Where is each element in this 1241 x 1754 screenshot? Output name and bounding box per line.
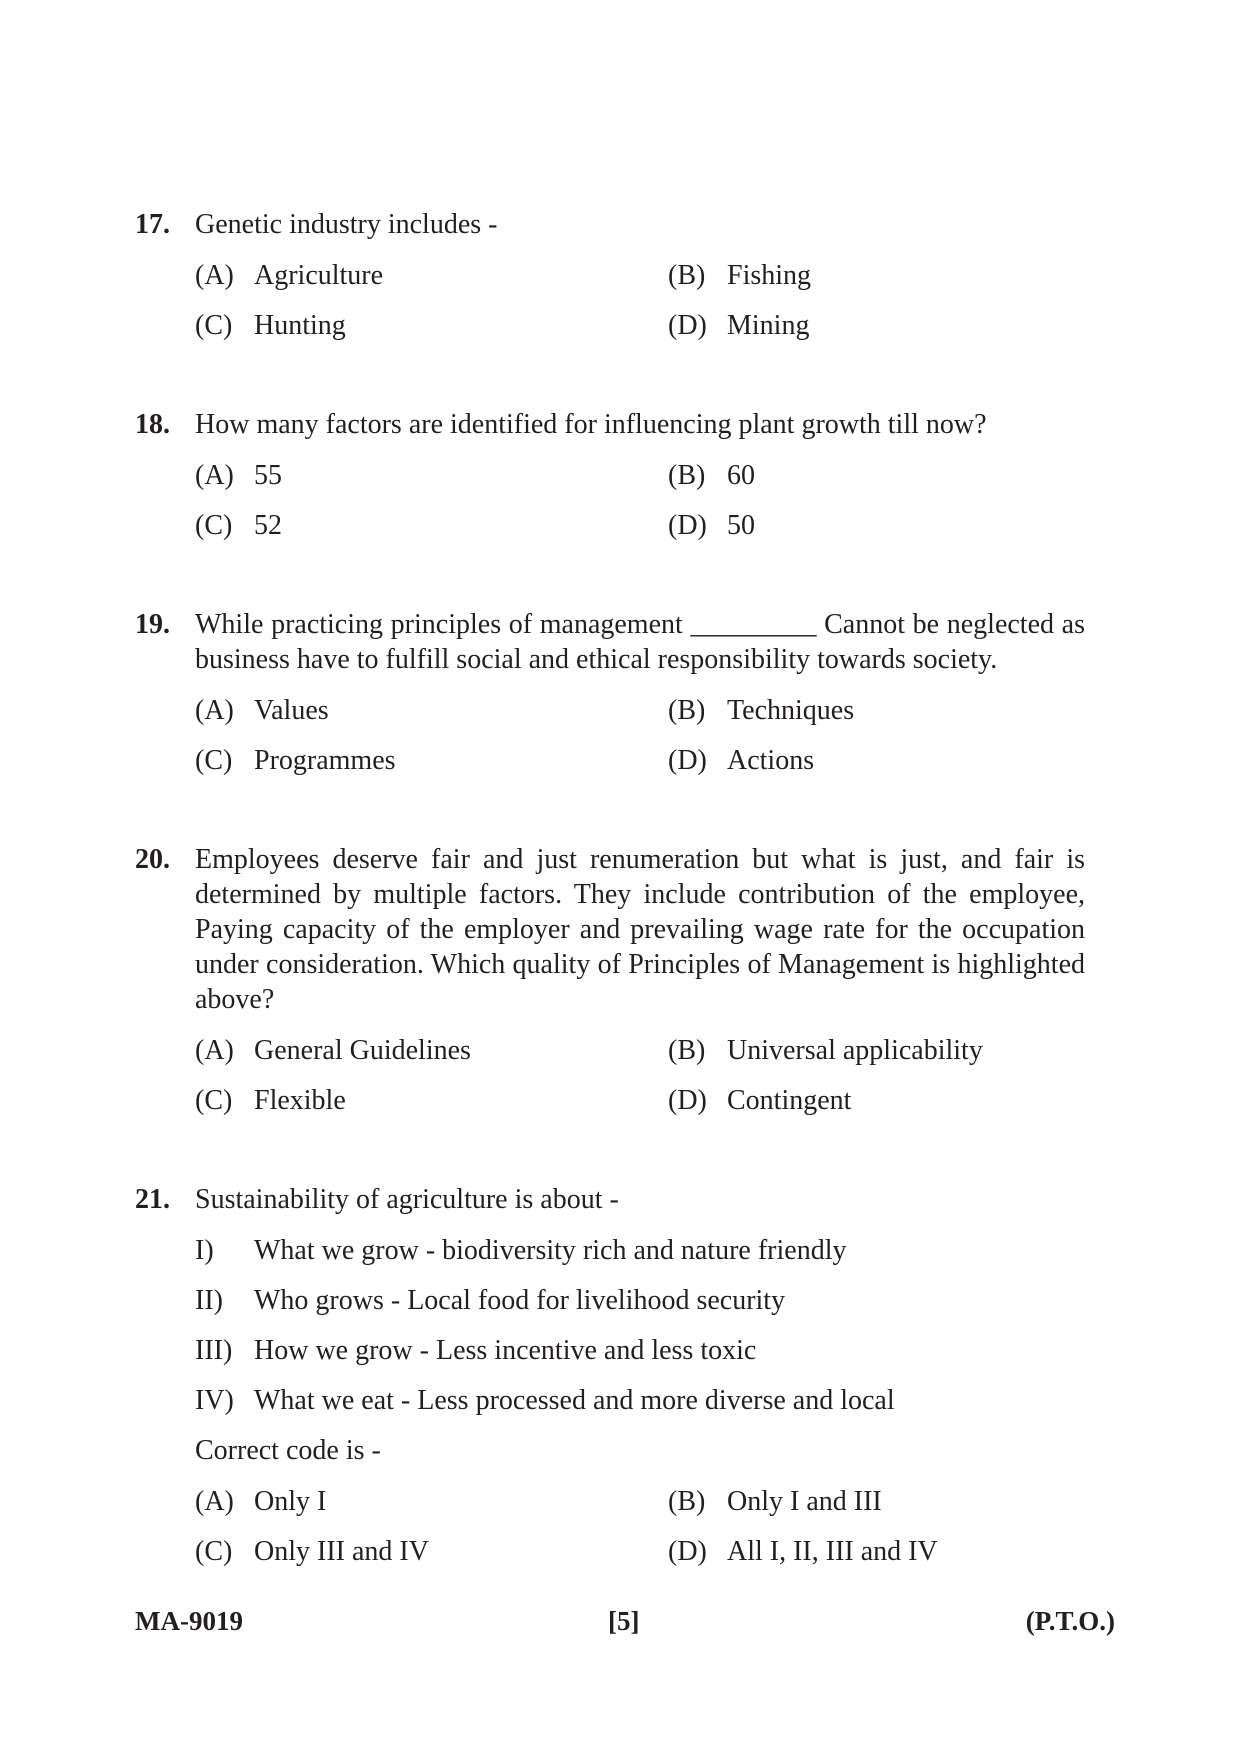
question-19: [135, 607, 1085, 778]
option-text: Hunting: [254, 310, 346, 341]
statement-i: [195, 1233, 1085, 1268]
question-number: 18.: [135, 409, 170, 440]
question-number: 21.: [135, 1184, 170, 1215]
question-17: [135, 207, 1085, 343]
option-b: [668, 1484, 1085, 1519]
option-text: Only I: [254, 1486, 327, 1517]
option-b: [668, 258, 1085, 293]
option-letter: (C): [195, 1536, 233, 1567]
option-text: Actions: [727, 745, 815, 776]
option-letter: (A): [195, 1035, 234, 1066]
option-letter: (C): [195, 510, 233, 541]
options-grid: [195, 1033, 1085, 1118]
paper-code: MA-9019: [135, 1606, 243, 1636]
option-a: [195, 1033, 668, 1068]
option-text: Agriculture: [254, 260, 384, 291]
option-letter: (D): [668, 745, 707, 776]
options-grid: [195, 693, 1085, 778]
option-text: Flexible: [254, 1085, 346, 1116]
option-a: [195, 458, 668, 493]
statement-list: [195, 1233, 1085, 1418]
option-text: Only III and IV: [254, 1536, 429, 1567]
question-number: 20.: [135, 844, 170, 875]
question-number: 17.: [135, 209, 170, 240]
question-stem: [135, 407, 1085, 442]
question-text: How many factors are identified for influencing plant growth till now?: [195, 409, 987, 440]
options-grid: [195, 1484, 1085, 1569]
option-b: [668, 1033, 1085, 1068]
option-letter: (D): [668, 510, 707, 541]
statement-text: What we grow - biodiversity rich and nature friendly: [254, 1235, 847, 1266]
question-stem: [135, 607, 1085, 677]
option-letter: (A): [195, 260, 234, 291]
statement-text: How we grow - Less incentive and less toxic: [254, 1335, 757, 1366]
option-c: [195, 1534, 668, 1569]
option-d: [668, 1083, 1085, 1118]
option-a: [195, 1484, 668, 1519]
option-text: Techniques: [727, 695, 855, 726]
question-18: [135, 407, 1085, 543]
question-21: [135, 1182, 1085, 1569]
statement-numeral: IV): [195, 1385, 234, 1416]
option-a: [195, 693, 668, 728]
correct-code-prompt: Correct code is -: [195, 1435, 381, 1466]
option-text: 60: [727, 460, 755, 491]
question-20: [135, 842, 1085, 1118]
option-letter: (B): [668, 1035, 706, 1066]
option-letter: (B): [668, 1486, 706, 1517]
option-letter: (A): [195, 460, 234, 491]
option-text: Programmes: [254, 745, 396, 776]
option-d: [668, 1534, 1085, 1569]
question-stem: [135, 1182, 1085, 1217]
option-text: Universal applicability: [727, 1035, 983, 1066]
options-grid: [195, 458, 1085, 543]
option-c: [195, 1083, 668, 1118]
option-b: [668, 693, 1085, 728]
option-d: [668, 308, 1085, 343]
option-letter: (B): [668, 460, 706, 491]
statement-iv: [195, 1383, 1085, 1418]
statement-text: What we eat - Less processed and more diverse and local: [254, 1385, 895, 1416]
option-letter: (D): [668, 1085, 707, 1116]
option-text: General Guidelines: [254, 1035, 471, 1066]
option-d: [668, 743, 1085, 778]
option-letter: (D): [668, 310, 707, 341]
option-text: 55: [254, 460, 282, 491]
option-text: Contingent: [727, 1085, 852, 1116]
question-text: While practicing principles of management _________ Cannot be neglected as business have to fulfill social and ethical responsibility towards society.: [195, 609, 1085, 675]
option-b: [668, 458, 1085, 493]
option-letter: (D): [668, 1536, 707, 1567]
option-letter: (B): [668, 260, 706, 291]
option-c: [195, 308, 668, 343]
statement-numeral: I): [195, 1235, 214, 1266]
option-text: 50: [727, 510, 755, 541]
option-text: Only I and III: [727, 1486, 882, 1517]
statement-numeral: II): [195, 1285, 223, 1316]
question-number: 19.: [135, 609, 170, 640]
statement-text: Who grows - Local food for livelihood security: [254, 1285, 786, 1316]
option-letter: (C): [195, 745, 233, 776]
option-letter: (C): [195, 1085, 233, 1116]
question-stem: [135, 207, 1085, 242]
statement-iii: [195, 1333, 1085, 1368]
question-stem: [135, 842, 1085, 1017]
option-text: 52: [254, 510, 282, 541]
option-c: [195, 743, 668, 778]
options-grid: [195, 258, 1085, 343]
pto-label: (P.T.O.): [1025, 1606, 1115, 1636]
option-letter: (A): [195, 1486, 234, 1517]
question-text: Genetic industry includes -: [195, 209, 498, 240]
option-letter: (C): [195, 310, 233, 341]
option-c: [195, 508, 668, 543]
statement-ii: [195, 1283, 1085, 1318]
page-number: [5]: [608, 1606, 640, 1636]
option-text: Fishing: [727, 260, 812, 291]
option-d: [668, 508, 1085, 543]
question-text: Employees deserve fair and just renumeration but what is just, and fair is determined by multiple factors. They include contribution of the employee, Paying capacity of the employer and prevailing wage rate for the occupation under consideration. Which quality of Principles of Management is highlighted above?: [195, 844, 1085, 1015]
option-text: Mining: [727, 310, 810, 341]
option-letter: (B): [668, 695, 706, 726]
question-text: Sustainability of agriculture is about -: [195, 1184, 619, 1215]
statement-numeral: III): [195, 1335, 233, 1366]
option-letter: (A): [195, 695, 234, 726]
option-text: All I, II, III and IV: [727, 1536, 938, 1567]
option-text: Values: [254, 695, 329, 726]
option-a: [195, 258, 668, 293]
